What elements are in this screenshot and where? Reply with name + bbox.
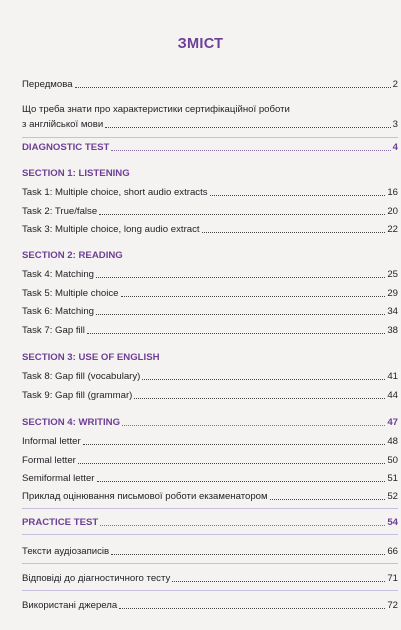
toc-entry-page: 16: [387, 187, 398, 198]
toc-entry-label: Task 5: Multiple choice: [22, 288, 119, 299]
toc-section-writing[interactable]: [22, 416, 398, 429]
toc-entry-semiformal-letter[interactable]: [22, 472, 398, 485]
toc-entry-task-4[interactable]: [22, 268, 398, 281]
toc-entry-page: 50: [387, 455, 398, 466]
toc-entry-label: Task 2: True/false: [22, 206, 98, 217]
toc-entry-task-3[interactable]: [22, 223, 398, 236]
toc-entry-label: Task 4: Matching: [22, 269, 94, 280]
toc-entry-formal-letter[interactable]: [22, 454, 398, 467]
toc-entry-label: SECTION 4: WRITING: [22, 417, 121, 428]
leader-dots: [105, 127, 390, 128]
leader-dots: [134, 398, 385, 399]
leader-dots: [97, 481, 386, 482]
toc-entry-label: Formal letter: [22, 455, 76, 466]
leader-dots: [142, 379, 385, 380]
toc-entry-task-9[interactable]: [22, 389, 398, 402]
toc-entry-label: Task 7: Gap fill: [22, 325, 85, 336]
toc-entry-sources[interactable]: [22, 599, 398, 612]
toc-entry-page: 2: [392, 79, 398, 90]
leader-dots: [270, 499, 386, 500]
toc-entry-foreword[interactable]: [22, 78, 398, 91]
divider: [22, 534, 398, 535]
toc-entry-page: 52: [387, 491, 398, 502]
toc-entry-audio-scripts[interactable]: [22, 545, 398, 558]
toc-entry-label: PRACTICE TEST: [22, 517, 99, 528]
divider: [22, 137, 398, 138]
leader-dots: [172, 581, 385, 582]
toc-section-use-of-english[interactable]: [22, 351, 398, 364]
toc-entry-page: 51: [387, 473, 398, 484]
leader-dots: [96, 314, 385, 315]
toc-entry-page: 20: [387, 206, 398, 217]
toc-entry-page: 3: [392, 119, 398, 130]
leader-dots: [96, 277, 385, 278]
leader-dots: [122, 425, 385, 426]
toc-entry-label: Task 9: Gap fill (grammar): [22, 390, 133, 401]
toc-entry-label: DIAGNOSTIC TEST: [22, 142, 110, 153]
toc-entry-label: Тексти аудіозаписів: [22, 546, 110, 557]
toc-entry-diagnostic-test[interactable]: [22, 141, 398, 154]
toc-entry-label-line1: Що треба знати про характеристики сертифікаційної роботи: [22, 104, 290, 115]
toc-entry-writing-assessment-sample[interactable]: [22, 490, 398, 503]
leader-dots: [111, 554, 385, 555]
toc-entry-label: SECTION 2: READING: [22, 250, 123, 261]
toc-entry-page: 22: [387, 224, 398, 235]
toc-entry-page: 44: [387, 390, 398, 401]
toc-entry-page: 48: [387, 436, 398, 447]
toc-entry-label: з англійської мови: [22, 119, 104, 130]
toc-entry-page: 54: [387, 517, 398, 528]
toc-entry-label: Task 6: Matching: [22, 306, 94, 317]
toc-entry-label: Task 3: Multiple choice, long audio extract: [22, 224, 200, 235]
leader-dots: [100, 525, 385, 526]
toc-entry-page: 47: [387, 417, 398, 428]
leader-dots: [99, 214, 385, 215]
toc-entry-page: 72: [387, 600, 398, 611]
toc-entry-label: Semiformal letter: [22, 473, 95, 484]
toc-entry-informal-letter[interactable]: [22, 435, 398, 448]
toc-entry-page: 4: [392, 142, 398, 153]
leader-dots: [202, 232, 386, 233]
toc-entry-label: Передмова: [22, 79, 73, 90]
toc-entry-page: 41: [387, 371, 398, 382]
toc-entry-page: 38: [387, 325, 398, 336]
toc-entry-page: 71: [387, 573, 398, 584]
toc-entry-label: Використані джерела: [22, 600, 118, 611]
toc-entry-task-2[interactable]: [22, 205, 398, 218]
leader-dots: [210, 195, 386, 196]
toc-entry-page: 29: [387, 288, 398, 299]
toc-entry-answers[interactable]: [22, 572, 398, 585]
leader-dots: [87, 333, 385, 334]
toc-entry-page: 25: [387, 269, 398, 280]
toc-entry-label: Відповіді до діагностичного тесту: [22, 573, 171, 584]
toc-entry-page: 34: [387, 306, 398, 317]
toc-section-listening[interactable]: [22, 167, 398, 180]
leader-dots: [119, 608, 385, 609]
divider: [22, 563, 398, 564]
page-title: ЗМІСТ: [177, 36, 224, 52]
toc-entry-task-1[interactable]: [22, 186, 398, 199]
toc-section-reading[interactable]: [22, 249, 398, 262]
toc-entry-task-6[interactable]: [22, 305, 398, 318]
leader-dots: [111, 150, 390, 151]
toc-entry-task-8[interactable]: [22, 370, 398, 383]
leader-dots: [83, 444, 386, 445]
toc-entry-label: Приклад оцінювання письмової роботи екзаменатором: [22, 491, 268, 502]
toc-entry-label: SECTION 1: LISTENING: [22, 168, 130, 179]
toc-entry-exam-overview[interactable]: [22, 103, 398, 131]
leader-dots: [121, 296, 386, 297]
toc-entry-task-7[interactable]: [22, 324, 398, 337]
divider: [22, 508, 398, 509]
toc-entry-label: Informal letter: [22, 436, 81, 447]
toc-entry-label: Task 1: Multiple choice, short audio extracts: [22, 187, 208, 198]
toc-entry-label: SECTION 3: USE OF ENGLISH: [22, 352, 160, 363]
toc-entry-page: 66: [387, 546, 398, 557]
leader-dots: [78, 463, 385, 464]
toc-entry-task-5[interactable]: [22, 287, 398, 300]
toc-entry-label: Task 8: Gap fill (vocabulary): [22, 371, 141, 382]
divider: [22, 590, 398, 591]
leader-dots: [75, 87, 391, 88]
toc-entry-practice-test[interactable]: [22, 516, 398, 529]
